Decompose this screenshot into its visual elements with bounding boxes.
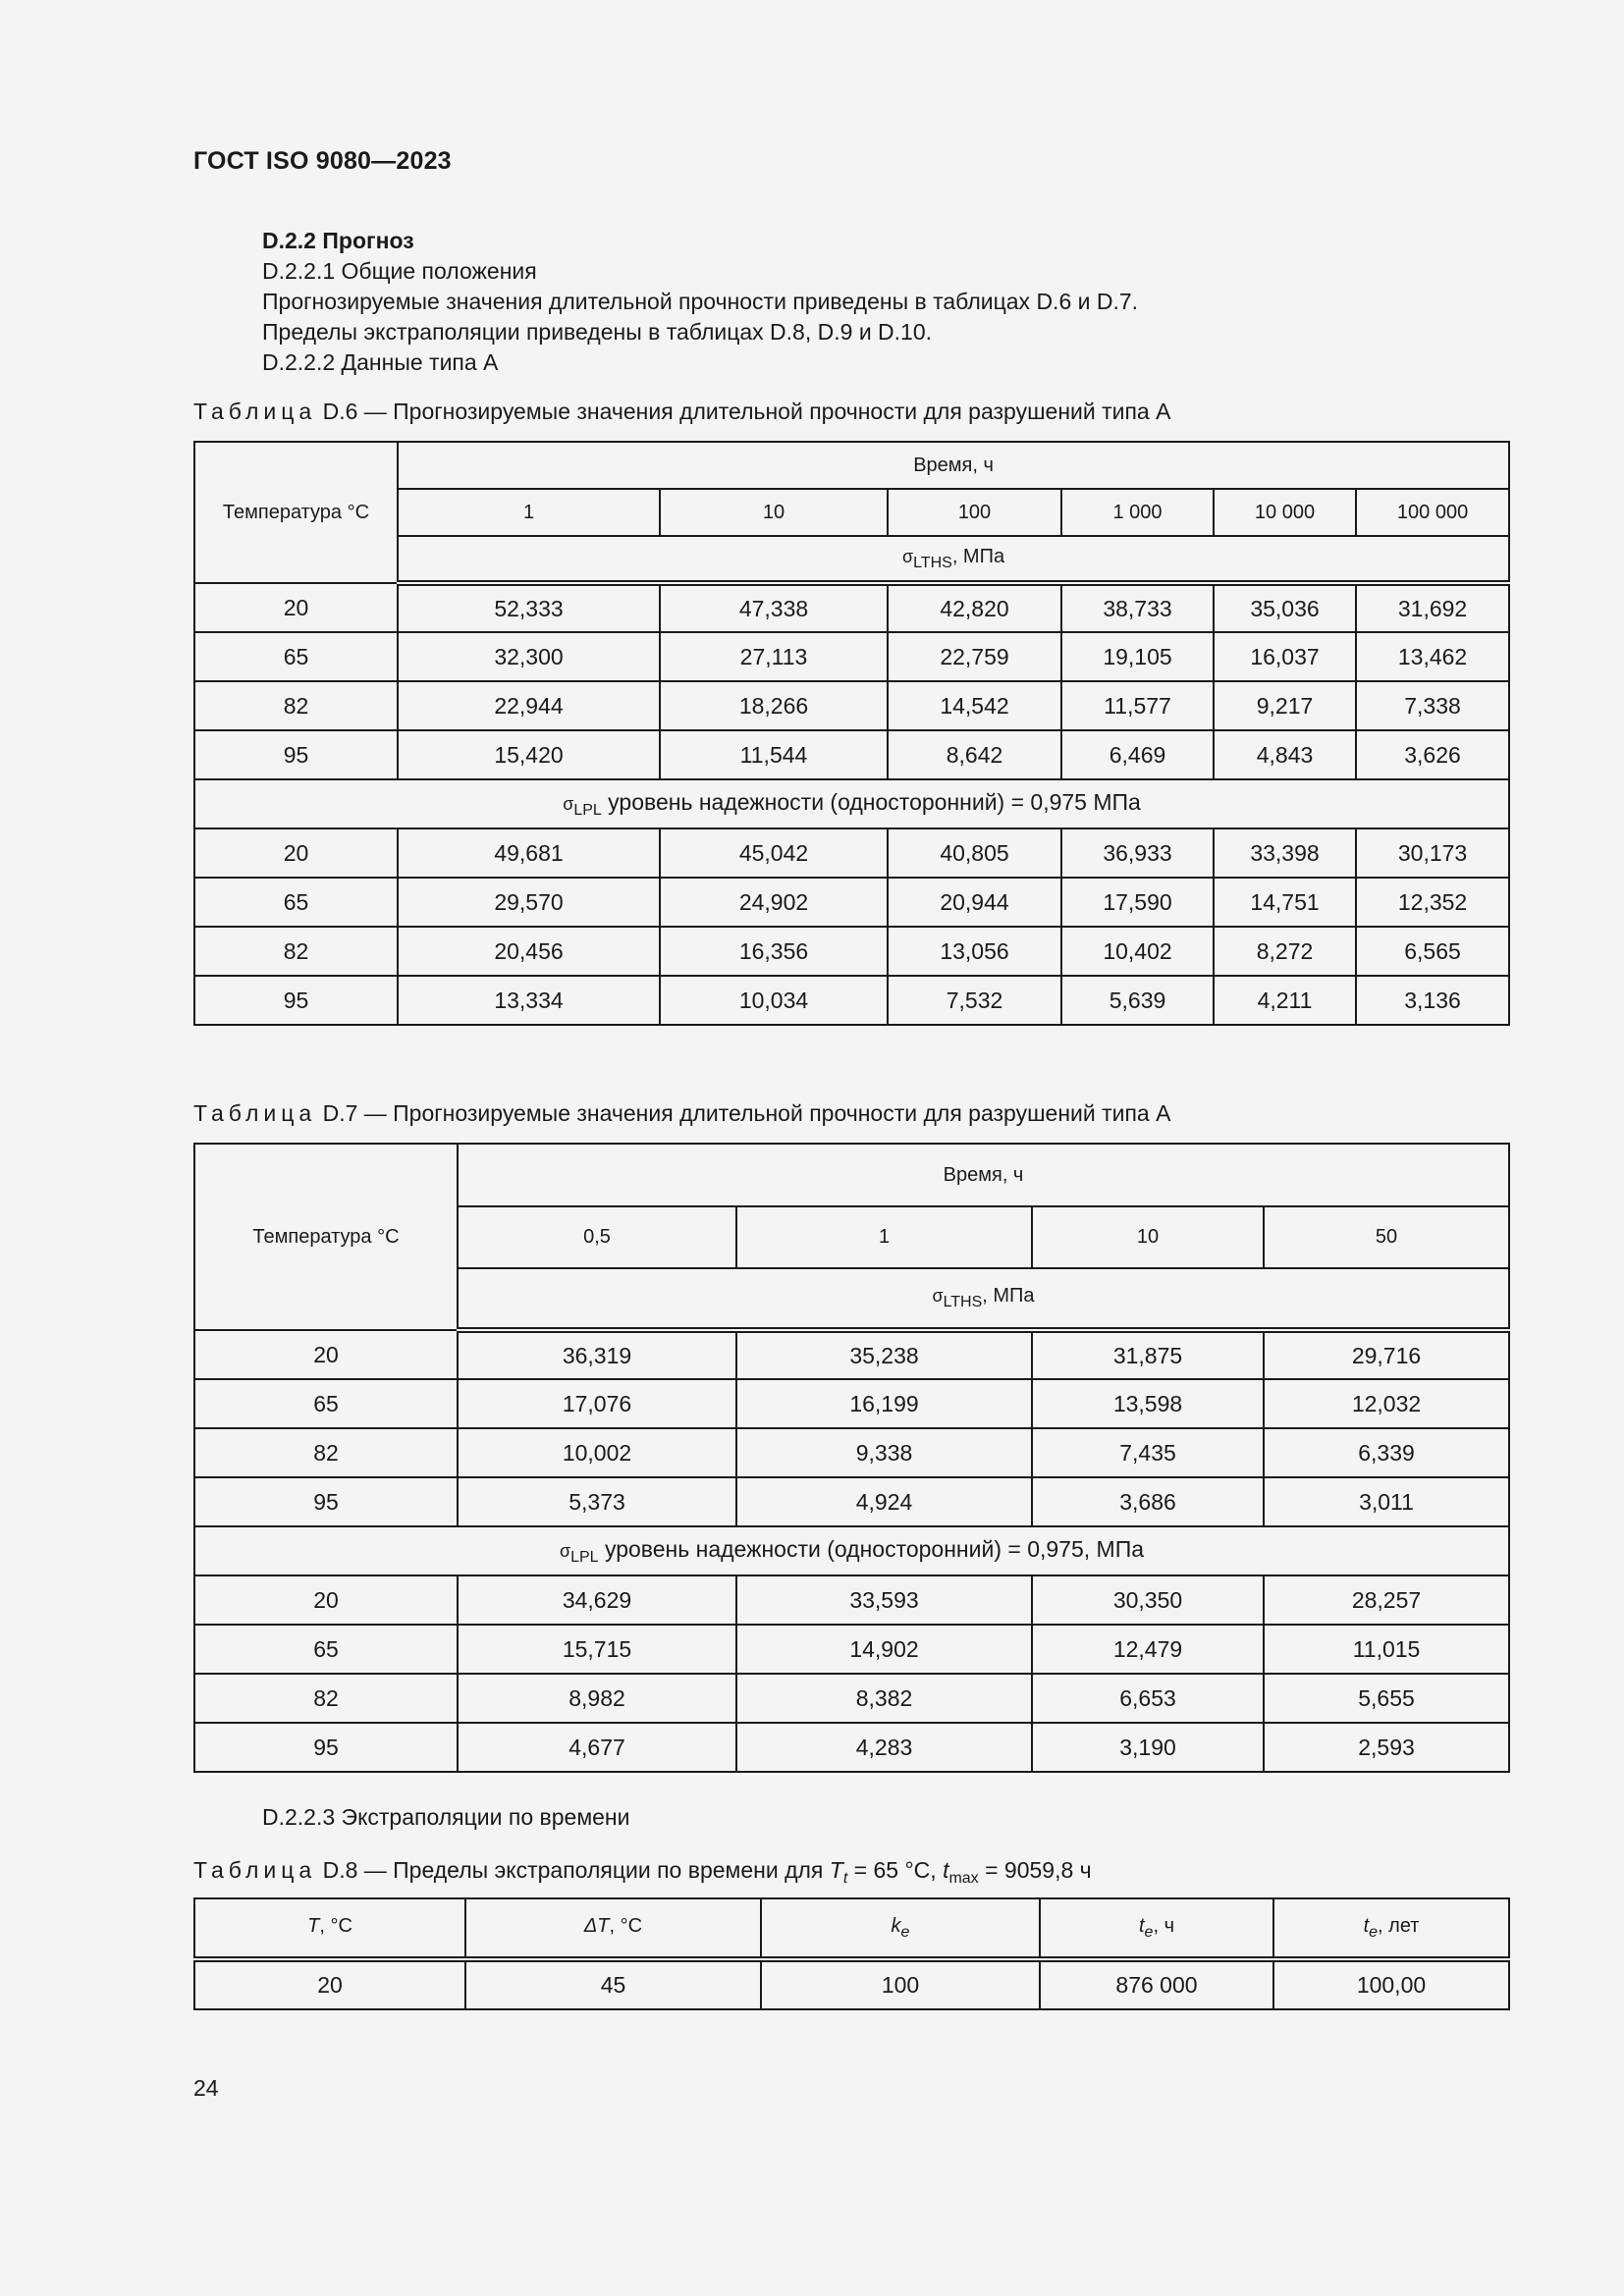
- strength-value-cell: 4,924: [736, 1477, 1032, 1526]
- strength-value-cell: 30,173: [1356, 828, 1509, 878]
- temperature-cell: 82: [194, 1428, 458, 1477]
- strength-value-cell: 52,333: [398, 583, 660, 632]
- temperature-cell: 95: [194, 1723, 458, 1772]
- strength-value-cell: 8,272: [1214, 927, 1356, 976]
- subsection-title: D.2.2.3 Экстраполяции по времени: [262, 1804, 630, 1830]
- table-row: [194, 828, 1509, 878]
- strength-value-cell: 9,338: [736, 1428, 1032, 1477]
- strength-value-cell: 33,593: [736, 1575, 1032, 1625]
- temperature-cell: 95: [194, 976, 398, 1025]
- section-line: Пределы экстраполяции приведены в таблицах D.8, D.9 и D.10.: [262, 319, 933, 345]
- strength-value-cell: 9,217: [1214, 681, 1356, 730]
- table-d8: [193, 1897, 1510, 2010]
- temperature-cell: 20: [194, 1575, 458, 1625]
- lpl-header: $\sigma_{LPL}$ уровень надежности (односторонний) = 0,975 МПа: [194, 779, 1509, 828]
- strength-value-cell: 14,902: [736, 1625, 1032, 1674]
- temperature-cell: 20: [194, 583, 398, 632]
- temperature-cell: 65: [194, 1625, 458, 1674]
- table-d6-caption: [193, 399, 1170, 425]
- time-value: 100 000: [1356, 489, 1509, 536]
- table-d8-caption: Таблица D.8 — Пределы экстраполяции по времени для $T_t = 65$ °С, $t_{max} = 9059,8$ ч: [193, 1857, 1092, 1887]
- strength-value-cell: 6,565: [1356, 927, 1509, 976]
- strength-value-cell: 4,283: [736, 1723, 1032, 1772]
- table-d6: [193, 441, 1510, 1026]
- strength-value-cell: 20,944: [888, 878, 1061, 927]
- strength-value-cell: 12,479: [1032, 1625, 1264, 1674]
- table-row: [194, 1959, 1509, 2009]
- strength-value-cell: 17,076: [458, 1379, 736, 1428]
- strength-value-cell: 2,593: [1264, 1723, 1509, 1772]
- strength-value-cell: 30,350: [1032, 1575, 1264, 1625]
- strength-value-cell: 7,338: [1356, 681, 1509, 730]
- time-value: 50: [1264, 1206, 1509, 1268]
- time-value: 0,5: [458, 1206, 736, 1268]
- table-row: [194, 1428, 1509, 1477]
- strength-value-cell: 31,875: [1032, 1330, 1264, 1379]
- table-row: [194, 1575, 1509, 1625]
- strength-value-cell: 45,042: [660, 828, 888, 878]
- strength-value-cell: 16,356: [660, 927, 888, 976]
- temperature-cell: 65: [194, 1379, 458, 1428]
- strength-value-cell: 8,382: [736, 1674, 1032, 1723]
- strength-value-cell: 22,944: [398, 681, 660, 730]
- lths-unit-header: $\sigma_{LTHS}$, МПа: [398, 536, 1509, 583]
- strength-value-cell: 13,598: [1032, 1379, 1264, 1428]
- strength-value-cell: 10,002: [458, 1428, 736, 1477]
- strength-value-cell: 20,456: [398, 927, 660, 976]
- table-cell: 100,00: [1273, 1959, 1509, 2009]
- strength-value-cell: 3,136: [1356, 976, 1509, 1025]
- strength-value-cell: 3,190: [1032, 1723, 1264, 1772]
- strength-value-cell: 5,373: [458, 1477, 736, 1526]
- table-cell: 45: [465, 1959, 761, 2009]
- time-value: 1: [736, 1206, 1032, 1268]
- table-row: [194, 632, 1509, 681]
- strength-value-cell: 17,590: [1061, 878, 1214, 927]
- temperature-header: Температура °С: [194, 442, 398, 583]
- temperature-cell: 82: [194, 681, 398, 730]
- strength-value-cell: 6,469: [1061, 730, 1214, 779]
- strength-value-cell: 8,982: [458, 1674, 736, 1723]
- strength-value-cell: 35,238: [736, 1330, 1032, 1379]
- strength-value-cell: 28,257: [1264, 1575, 1509, 1625]
- time-value: 10: [660, 489, 888, 536]
- temperature-cell: 95: [194, 730, 398, 779]
- strength-value-cell: 16,199: [736, 1379, 1032, 1428]
- table-row: [194, 976, 1509, 1025]
- temperature-cell: 20: [194, 828, 398, 878]
- strength-value-cell: 13,056: [888, 927, 1061, 976]
- strength-value-cell: 34,629: [458, 1575, 736, 1625]
- time-header: Время, ч: [398, 442, 1509, 489]
- table-d8-header-row: [194, 1898, 1509, 1959]
- page-number: 24: [193, 2075, 219, 2101]
- time-value: 1: [398, 489, 660, 536]
- strength-value-cell: 7,435: [1032, 1428, 1264, 1477]
- strength-value-cell: 11,015: [1264, 1625, 1509, 1674]
- strength-value-cell: 13,462: [1356, 632, 1509, 681]
- temperature-cell: 20: [194, 1330, 458, 1379]
- temperature-cell: 82: [194, 927, 398, 976]
- strength-value-cell: 33,398: [1214, 828, 1356, 878]
- strength-value-cell: 5,655: [1264, 1674, 1509, 1723]
- strength-value-cell: 29,716: [1264, 1330, 1509, 1379]
- caption-word: Таблица: [193, 1100, 317, 1126]
- strength-value-cell: 13,334: [398, 976, 660, 1025]
- caption-text: D.7 — Прогнозируемые значения длительной прочности для разрушений типа А: [316, 1100, 1171, 1126]
- strength-value-cell: 22,759: [888, 632, 1061, 681]
- lths-unit-header: $\sigma_{LTHS}$, МПа: [458, 1268, 1509, 1330]
- strength-value-cell: 8,642: [888, 730, 1061, 779]
- section-line: D.2.2.2 Данные типа А: [262, 349, 499, 375]
- strength-value-cell: 36,319: [458, 1330, 736, 1379]
- table-row: [194, 1379, 1509, 1428]
- table-row: [194, 878, 1509, 927]
- strength-value-cell: 32,300: [398, 632, 660, 681]
- strength-value-cell: 7,532: [888, 976, 1061, 1025]
- strength-value-cell: 4,843: [1214, 730, 1356, 779]
- table-cell: 876 000: [1040, 1959, 1273, 2009]
- table-row: [194, 730, 1509, 779]
- lpl-header: $\sigma_{LPL}$ уровень надежности (односторонний) = 0,975, МПа: [194, 1526, 1509, 1575]
- table-d7: [193, 1143, 1510, 1773]
- strength-value-cell: 42,820: [888, 583, 1061, 632]
- column-header: $t_e$, ч: [1040, 1898, 1273, 1959]
- document-id: ГОСТ ISO 9080—2023: [193, 147, 452, 175]
- strength-value-cell: 11,544: [660, 730, 888, 779]
- strength-value-cell: 4,677: [458, 1723, 736, 1772]
- strength-value-cell: 3,686: [1032, 1477, 1264, 1526]
- strength-value-cell: 11,577: [1061, 681, 1214, 730]
- strength-value-cell: 35,036: [1214, 583, 1356, 632]
- table-row: [194, 681, 1509, 730]
- column-header: $t_e$, лет: [1273, 1898, 1509, 1959]
- strength-value-cell: 4,211: [1214, 976, 1356, 1025]
- strength-value-cell: 15,420: [398, 730, 660, 779]
- strength-value-cell: 3,626: [1356, 730, 1509, 779]
- strength-value-cell: 6,339: [1264, 1428, 1509, 1477]
- section-line: D.2.2.1 Общие положения: [262, 258, 537, 284]
- temperature-cell: 65: [194, 632, 398, 681]
- table-row: [194, 583, 1509, 632]
- strength-value-cell: 14,542: [888, 681, 1061, 730]
- strength-value-cell: 12,032: [1264, 1379, 1509, 1428]
- strength-value-cell: 24,902: [660, 878, 888, 927]
- strength-value-cell: 40,805: [888, 828, 1061, 878]
- strength-value-cell: 49,681: [398, 828, 660, 878]
- column-header: $k_e$: [761, 1898, 1040, 1959]
- strength-value-cell: 19,105: [1061, 632, 1214, 681]
- strength-value-cell: 15,715: [458, 1625, 736, 1674]
- strength-value-cell: 14,751: [1214, 878, 1356, 927]
- time-value: 100: [888, 489, 1061, 536]
- strength-value-cell: 12,352: [1356, 878, 1509, 927]
- strength-value-cell: 47,338: [660, 583, 888, 632]
- strength-value-cell: 6,653: [1032, 1674, 1264, 1723]
- table-d7-caption: [193, 1100, 1170, 1127]
- temperature-header: Температура °С: [194, 1144, 458, 1330]
- strength-value-cell: 27,113: [660, 632, 888, 681]
- strength-value-cell: 18,266: [660, 681, 888, 730]
- time-value: 10 000: [1214, 489, 1356, 536]
- section-line: Прогнозируемые значения длительной прочности приведены в таблицах D.6 и D.7.: [262, 289, 1139, 314]
- table-row: [194, 1723, 1509, 1772]
- table-cell: 100: [761, 1959, 1040, 2009]
- strength-value-cell: 16,037: [1214, 632, 1356, 681]
- temperature-cell: 95: [194, 1477, 458, 1526]
- table-row: [194, 1330, 1509, 1379]
- time-value: 1 000: [1061, 489, 1214, 536]
- section-heading: D.2.2 Прогноз: [262, 228, 414, 253]
- table-cell: 20: [194, 1959, 465, 2009]
- column-header: ΔT, °С: [465, 1898, 761, 1959]
- table-row: [194, 1477, 1509, 1526]
- strength-value-cell: 36,933: [1061, 828, 1214, 878]
- time-header: Время, ч: [458, 1144, 1509, 1206]
- strength-value-cell: 29,570: [398, 878, 660, 927]
- strength-value-cell: 10,402: [1061, 927, 1214, 976]
- column-header: T, °С: [194, 1898, 465, 1959]
- caption-word: Таблица: [193, 399, 317, 424]
- temperature-cell: 65: [194, 878, 398, 927]
- section-d-2-2: [262, 226, 1138, 378]
- table-row: [194, 1625, 1509, 1674]
- strength-value-cell: 31,692: [1356, 583, 1509, 632]
- strength-value-cell: 38,733: [1061, 583, 1214, 632]
- caption-text: D.6 — Прогнозируемые значения длительной прочности для разрушений типа А: [316, 399, 1171, 424]
- strength-value-cell: 10,034: [660, 976, 888, 1025]
- strength-value-cell: 5,639: [1061, 976, 1214, 1025]
- time-value: 10: [1032, 1206, 1264, 1268]
- temperature-cell: 82: [194, 1674, 458, 1723]
- table-row: [194, 927, 1509, 976]
- table-row: [194, 1674, 1509, 1723]
- strength-value-cell: 3,011: [1264, 1477, 1509, 1526]
